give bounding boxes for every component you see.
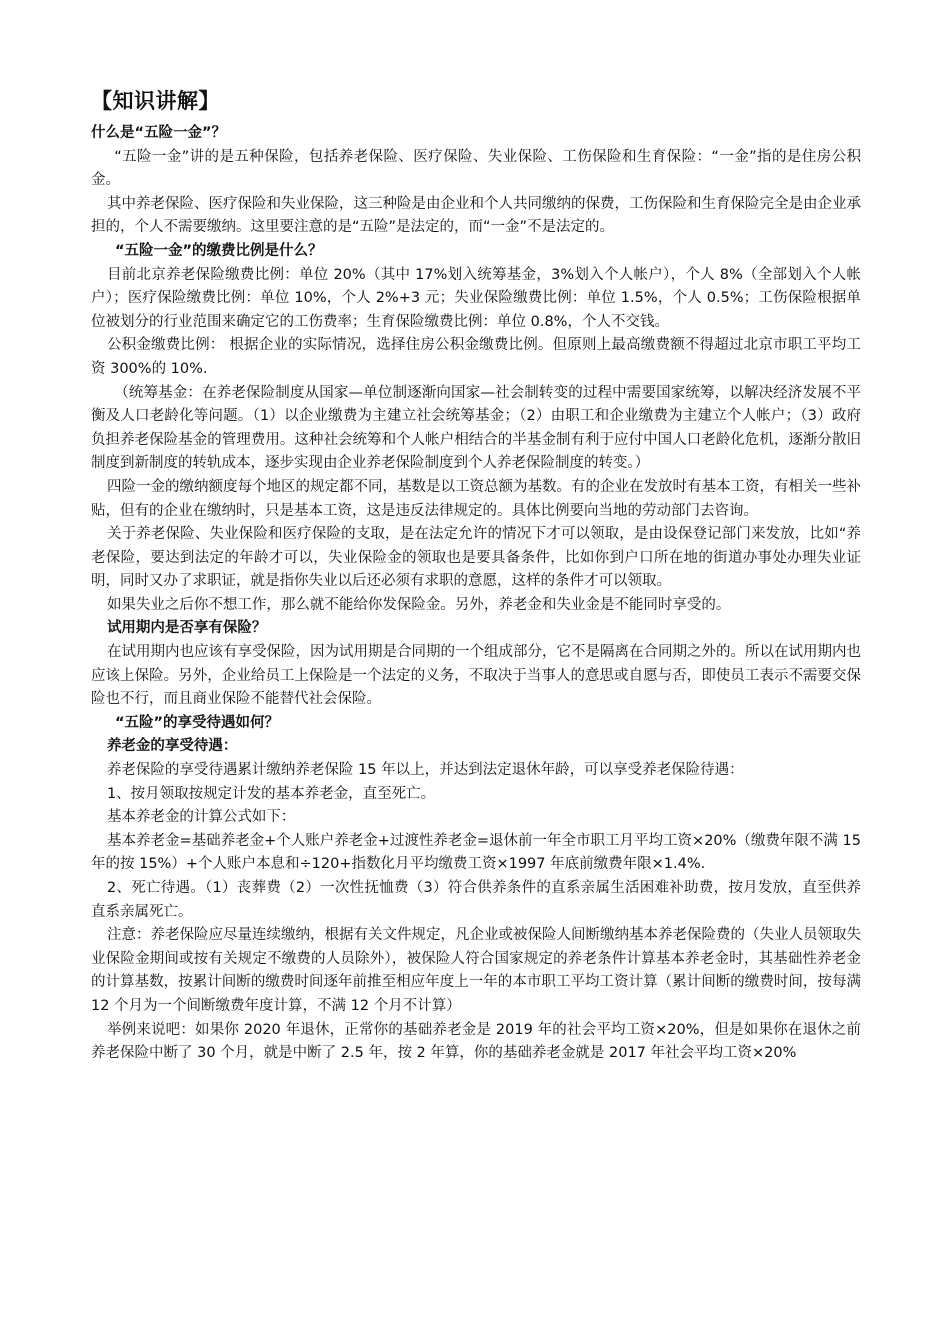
paragraph: 养老保险的享受待遇累计缴纳养老保险 15 年以上，并达到法定退休年龄，可以享受养老保险待遇： [106,762,744,779]
paragraph: 关于养老保险、失业保险和医疗保险的支取，是在法定允许的情况下才可以领取，是由设保登记部门来发放，比如“养老保险，要达到法定的年龄才可以，失业保险金的领取也是要具备条件，比如你到户口所在地的街道办事处办理失业证明，同时又办了求职证，就是指你失业以后还必须有求职的意愿，这样的条件才可以领取。 [91,526,861,590]
paragraph: 四险一金的缴纳额度每个地区的规定都不同，基数是以工资总额为基数。有的企业在发放时有基本工资，有相关一些补贴，但有的企业在缴纳时，只是基本工资，这是违反法律规定的。具体比例要向当地的劳动部门去咨询。 [91,478,861,519]
paragraph: “五险一金”讲的是五种保险，包括养老保险、医疗保险、失业保险、工伤保险和生育保险：“一金”指的是住房公积金。 [91,148,861,189]
paragraph: 举例来说吧：如果你 2020 年退休，正常你的基础养老金是 2019 年的社会平均工资×20%，但是如果你在退休之前养老保险中断了 30 个月，就是中断了 2.5 年，按 2 年算，你的基础养老金就是 2017 年社会平均工资×20% [91,1021,861,1062]
paragraph: 基本养老金=基础养老金+个人账户养老金+过渡性养老金=退休前一年全市职工月平均工资×20%（缴费年限不满 15 年的按 15%）+个人账户本息和÷120+指数化月平均缴费工资×1997 年底前缴费年限×1.4%. [91,832,861,873]
paragraph: 注意：养老保险应尽量连续缴纳，根据有关文件规定，凡企业或被保险人间断缴纳基本养老保险费的（失业人员领取失业保险金期间或按有关规定不缴费的人员除外），被保险人符合国家规定的养老条件计算基本养老金时，其基础性养老金的计算基数，按累计间断的缴费时间逐年前推至相应年度上一年的本市职工平均工资计算（累计间断的缴费时间，按每满 12 个月为一个间断缴费年度计算，不满 12 个月不计算） [91,927,861,1014]
paragraph: 目前北京养老保险缴费比例：单位 20%（其中 17%划入统筹基金，3%划入个人帐户），个人 8%（全部划入个人帐户）；医疗保险缴费比例：单位 10%，个人 2%+3 元；失业保险缴费比例：单位 1.5%，个人 0.5%；工伤保险根据单位被划分的行业范围来确定它的工伤费率；生育保险缴费比例：单位 0.8%，个人不交钱。 [91,266,861,330]
paragraph: 公积金缴费比例： 根据企业的实际情况，选择住房公积金缴费比例。但原则上最高缴费额不得超过北京市职工平均工资 300%的 10%. [91,337,861,377]
paragraph: 基本养老金的计算公式如下： [106,809,296,826]
document-page [91,84,861,1066]
paragraph: （统筹基金：在养老保险制度从国家—单位制逐渐向国家—社会制转变的过程中需要国家统筹，以解决经济发展不平衡及人口老龄化等问题。（1）以企业缴费为主建立社会统筹基金；（2）由职工和企业缴费为主建立个人帐户；（3）政府负担养老保险基金的管理费用。这种社会统筹和个人帐户相结合的半基金制有利于应付中国人口老龄化危机，逐渐分散旧制度到新制度的转轨成本，逐步实现由企业养老保险制度到个人养老保险制度的转变。） [91,384,861,472]
paragraph: 如果失业之后你不想工作，那么就不能给你发保险金。另外，养老金和失业金是不能同时享受的。 [106,596,731,613]
paragraph: 1、按月领取按规定计发的基本养老金，直至死亡。 [106,785,436,802]
section-heading: “五险”的享受待遇如何？ [115,714,280,731]
section-heading: 养老金的享受待遇： [106,738,238,755]
page-title: 【知识讲解】 [91,89,220,113]
paragraph: 其中养老保险、医疗保险和失业保险，这三种险是由企业和个人共同缴纳的保费，工伤保险和生育保险完全是由企业承担的，个人不需要缴纳。这里要注意的是“五险”是法定的，而“一金”不是法定的。 [91,195,861,236]
paragraph: 2、死亡待遇。（1）丧葬费（2）一次性抚恤费（3）符合供养条件的直系亲属生活困难补助费，按月发放，直至供养直系亲属死亡。 [91,880,861,920]
section-heading: “五险一金”的缴费比例是什么？ [115,242,323,259]
paragraph: 在试用期内也应该有享受保险，因为试用期是合同期的一个组成部分，它不是隔离在合同期之外的。所以在试用期内也应该上保险。另外，企业给员工上保险是一个法定的义务，不取决于当事人的意思或自愿与否，即使员工表示不需要交保险也不行，而且商业保险不能替代社会保险。 [91,644,861,708]
section-heading: 什么是“五险一金”？ [91,125,227,141]
section-heading: 试用期内是否享有保险？ [106,620,267,637]
document-body [91,122,861,1066]
